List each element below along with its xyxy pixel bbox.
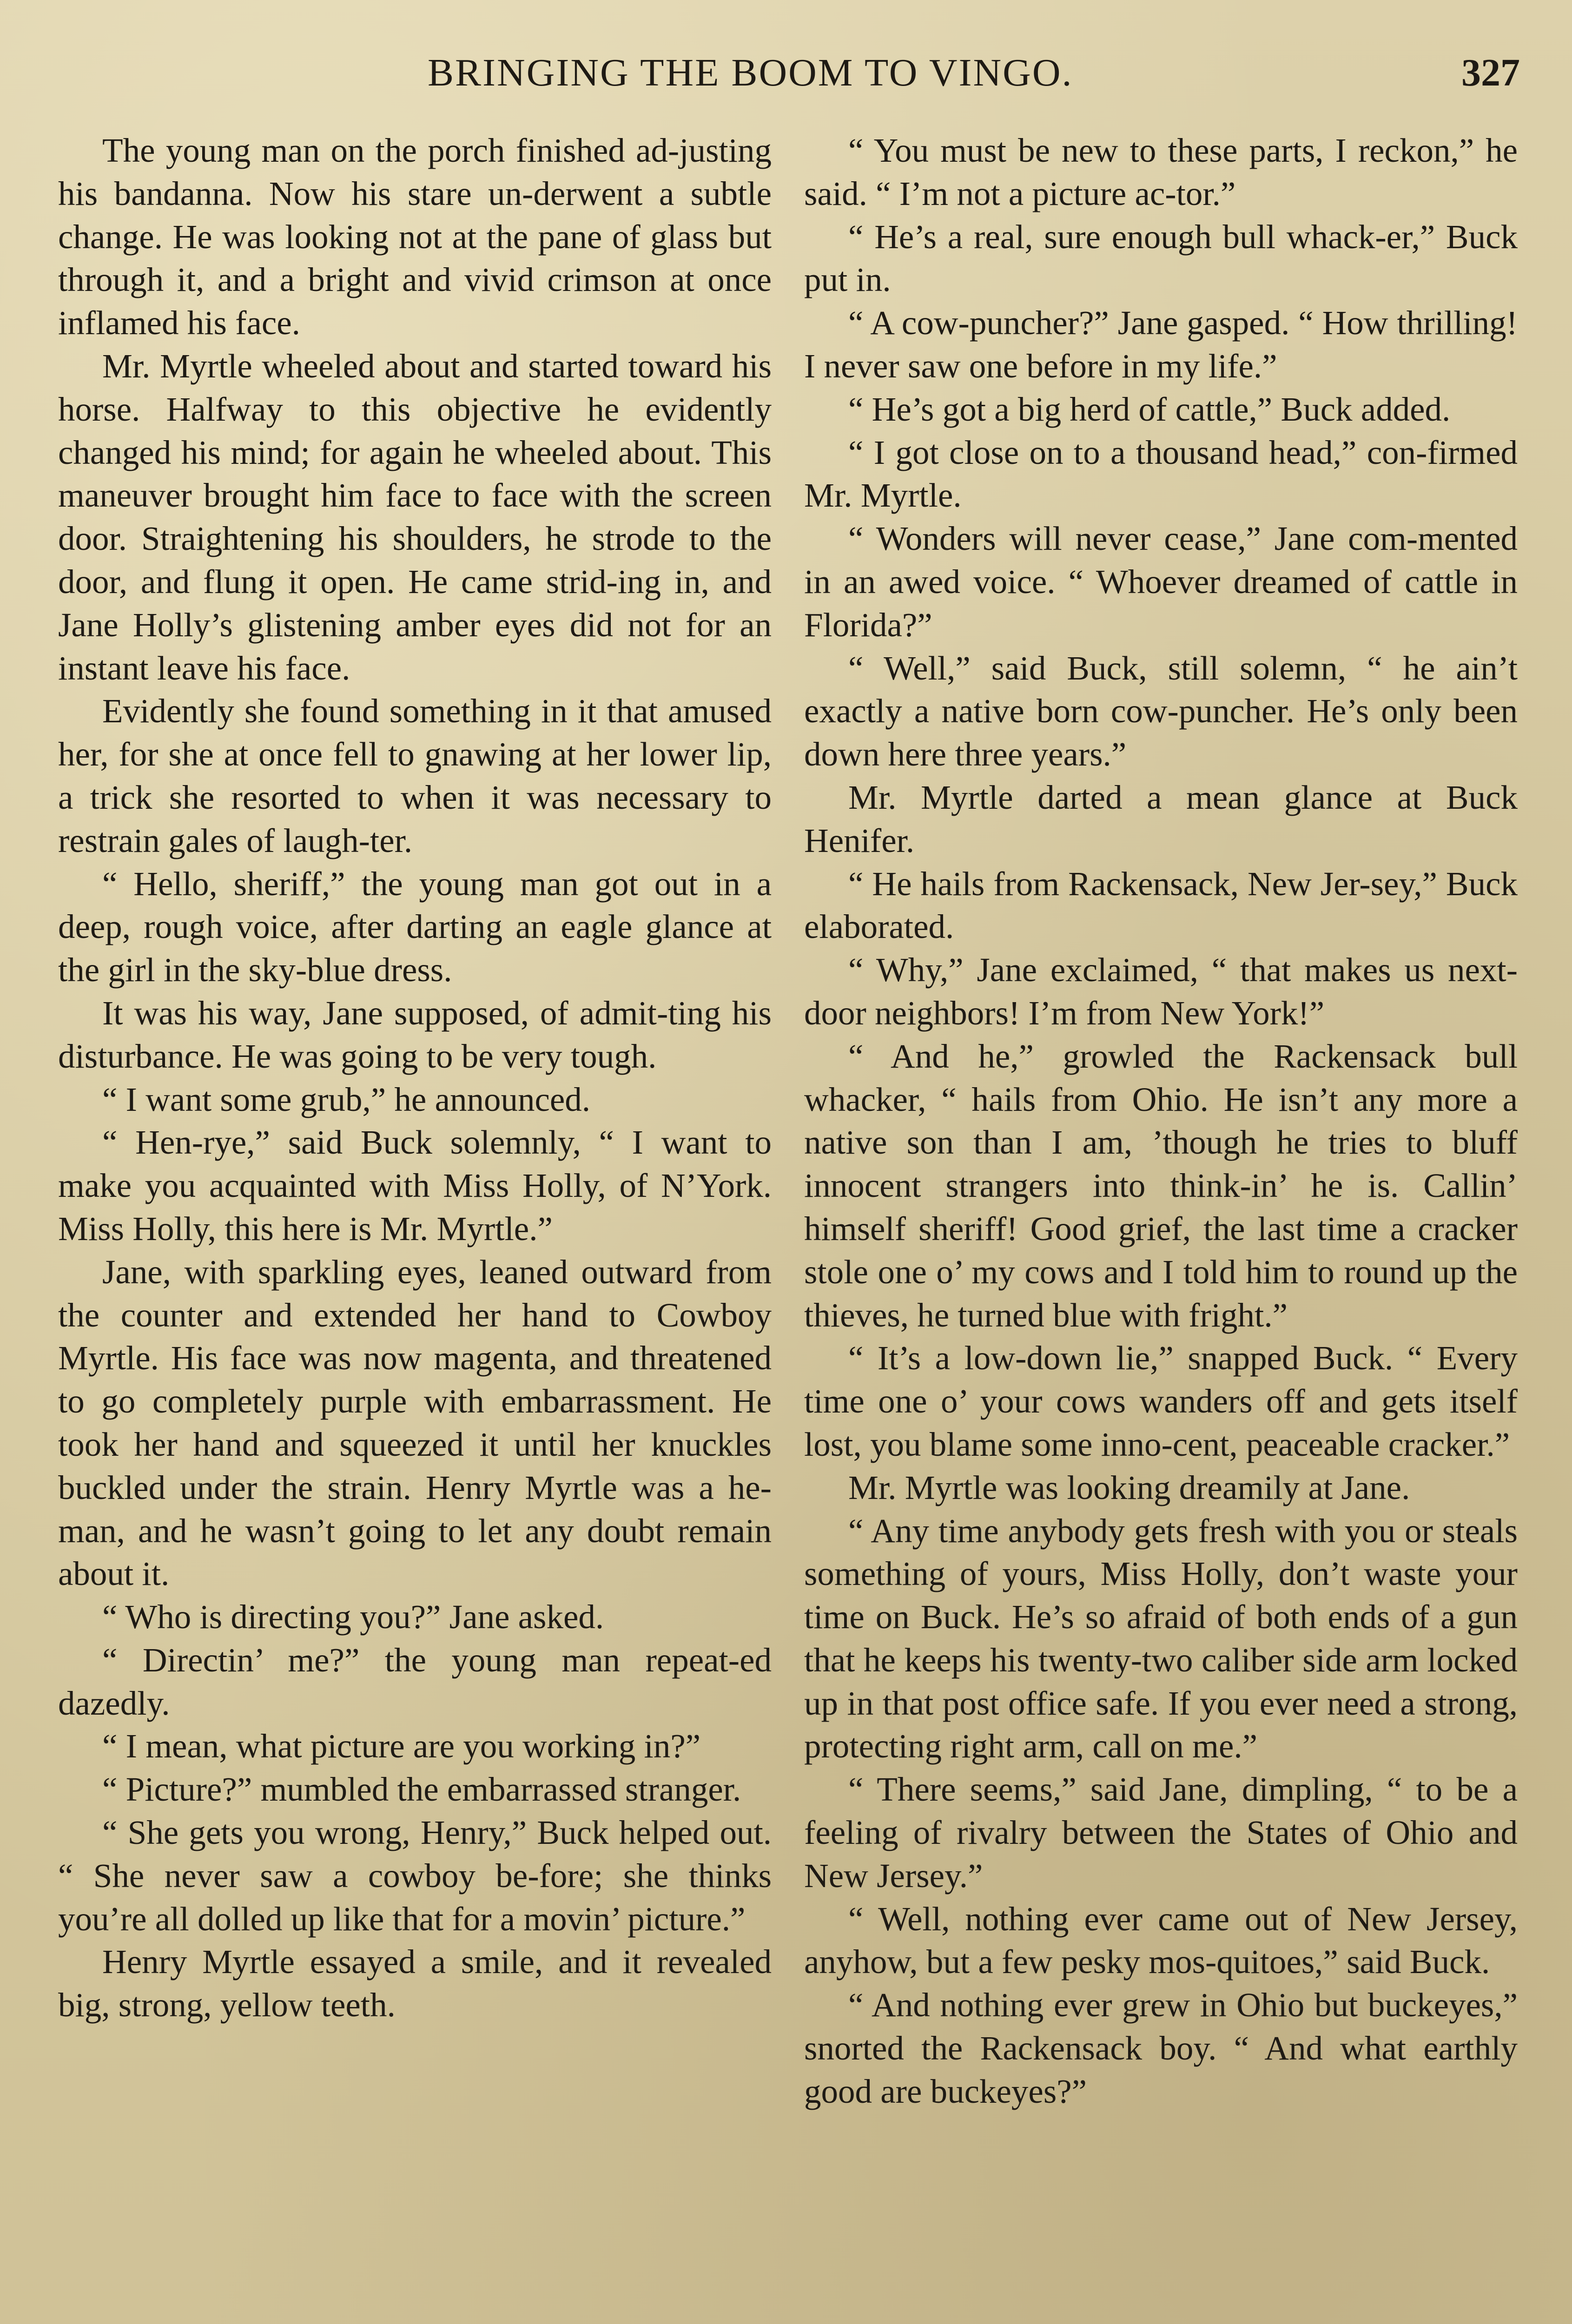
paragraph: “ He’s got a big herd of cattle,” Buck added.	[848, 390, 1451, 428]
paragraph: “ I got close on to a thousand head,” con-firmed Mr. Myrtle.	[804, 433, 1518, 515]
paragraph: Mr. Myrtle was looking dreamily at Jane.	[848, 1468, 1410, 1506]
page-number: 327	[1461, 51, 1520, 94]
paragraph: “ Directin’ me?” the young man repeat-ed dazedly.	[58, 1641, 772, 1722]
paragraph: “ There seems,” said Jane, dimpling, “ to be a feeling of rivalry between the States of Ohio and New Jersey.”	[804, 1770, 1518, 1895]
paragraph: “ He hails from Rackensack, New Jer-sey,” Buck elaborated.	[804, 865, 1518, 946]
paragraph: “ You must be new to these parts, I reckon,” he said. “ I’m not a picture ac-tor.”	[804, 132, 1518, 212]
left-text-column	[58, 129, 772, 2324]
page-header	[56, 43, 1520, 103]
paragraph: “ And he,” growled the Rackensack bull whacker, “ hails from Ohio. He isn’t any more a native son than I am, ’though he tries to bluff innocent strangers into think-in’ he is. Callin’ himself sheriff! Good grief, the last time a cracker stole one o’ my cows and I told him to round up the thieves, he turned blue with fright.”	[804, 1037, 1518, 1334]
paragraph: “ He’s a real, sure enough bull whack-er,” Buck put in.	[804, 218, 1518, 299]
paragraph: “ Well, nothing ever came out of New Jersey, anyhow, but a few pesky mos-quitoes,” said Buck.	[804, 1900, 1518, 1981]
paragraph: “ I mean, what picture are you working in?”	[102, 1727, 701, 1765]
running-title: BRINGING THE BOOM TO VINGO.	[428, 51, 1073, 94]
paragraph: “ Picture?” mumbled the embarrassed stranger.	[102, 1770, 741, 1809]
paragraph: Mr. Myrtle darted a mean glance at Buck Henifer.	[804, 778, 1518, 859]
right-text-column	[804, 129, 1518, 2324]
paragraph: Evidently she found something in it that amused her, for she at once fell to gnawing at her lower lip, a trick she resorted to when it was necessary to restrain gales of laugh-ter.	[58, 692, 772, 859]
paragraph: “ A cow-puncher?” Jane gasped. “ How thrilling! I never saw one before in my life.”	[804, 304, 1518, 385]
paragraph: “ Why,” Jane exclaimed, “ that makes us next-door neighbors! I’m from New York!”	[804, 951, 1518, 1032]
paragraph: “ She gets you wrong, Henry,” Buck helped out. “ She never saw a cowboy be-fore; she thinks you’re all dolled up like that for a movin’ picture.”	[58, 1814, 772, 1938]
paragraph: “ It’s a low-down lie,” snapped Buck. “ Every time one o’ your cows wanders off and gets itself lost, you blame some inno-cent, peaceable cracker.”	[804, 1339, 1518, 1463]
paragraph: Mr. Myrtle wheeled about and started toward his horse. Halfway to this objective he evidently changed his mind; for again he wheeled about. This maneuver brought him face to face with the screen door. Straightening his shoulders, he strode to the door, and flung it open. He came strid-ing in, and Jane Holly’s glistening amber eyes did not for an instant leave his face.	[58, 347, 772, 687]
paragraph: “ And nothing ever grew in Ohio but buckeyes,” snorted the Rackensack boy. “ And what earthly good are buckeyes?”	[804, 1986, 1518, 2110]
paragraph: Henry Myrtle essayed a smile, and it revealed big, strong, yellow teeth.	[58, 1943, 772, 2024]
paragraph: The young man on the porch finished ad-justing his bandanna. Now his stare un-derwent a subtle change. He was looking not at the pane of glass but through it, and a bright and vivid crimson at once inflamed his face.	[58, 132, 772, 342]
paragraph: “ Hen-rye,” said Buck solemnly, “ I want to make you acquainted with Miss Holly, of N’York. Miss Holly, this here is Mr. Myrtle.”	[58, 1123, 772, 1248]
paragraph: “ Hello, sheriff,” the young man got out in a deep, rough voice, after darting an eagle glance at the girl in the sky-blue dress.	[58, 865, 772, 989]
paragraph: “ Wonders will never cease,” Jane com-mented in an awed voice. “ Whoever dreamed of cattle in Florida?”	[804, 520, 1518, 644]
paragraph: Jane, with sparkling eyes, leaned outward from the counter and extended her hand to Cowboy Myrtle. His face was now magenta, and threatened to go completely purple with embarrassment. He took her hand and squeezed it until her knuckles buckled under the strain. Henry Myrtle was a he-man, and he wasn’t going to let any doubt remain about it.	[58, 1253, 772, 1593]
paragraph: “ I want some grub,” he announced.	[102, 1080, 591, 1118]
paragraph: “ Any time anybody gets fresh with you or steals something of yours, Miss Holly, don’t waste your time on Buck. He’s so afraid of both ends of a gun that he keeps his twenty-two caliber side arm locked up in that post office safe. If you ever need a strong, protecting right arm, call on me.”	[804, 1512, 1518, 1765]
paragraph: “ Who is directing you?” Jane asked.	[102, 1598, 604, 1636]
paragraph: It was his way, Jane supposed, of admit-ting his disturbance. He was going to be very tough.	[58, 994, 772, 1075]
paragraph: “ Well,” said Buck, still solemn, “ he ain’t exactly a native born cow-puncher. He’s only been down here three years.”	[804, 649, 1518, 773]
